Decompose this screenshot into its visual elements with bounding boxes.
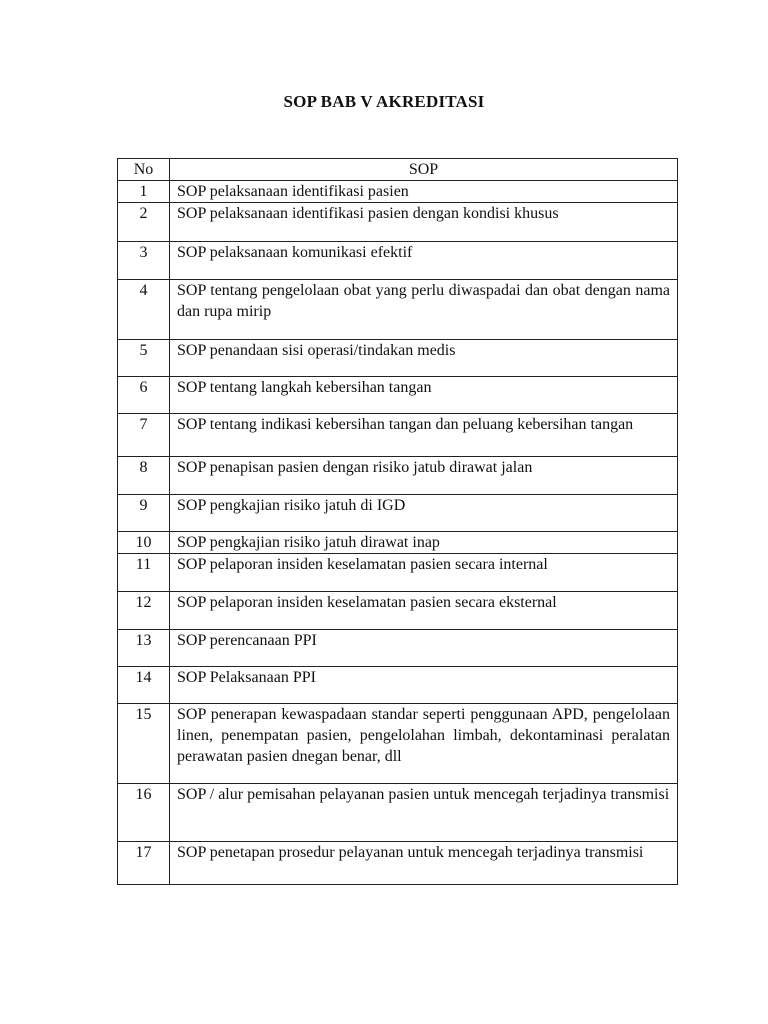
row-sop-text: SOP / alur pemisahan pelayanan pasien untuk mencegah terjadinya transmisi [170,784,678,842]
row-sop-text: SOP penerapan kewaspadaan standar seperti penggunaan APD, pengelolaan linen, penempatan pasien, pengelolahan limbah, dekontaminasi peralatan perawatan pasien dnegan benar, dll [170,704,678,784]
row-sop-text: SOP tentang indikasi kebersihan tangan dan peluang kebersihan tangan [170,414,678,457]
row-number: 10 [118,532,170,554]
row-number: 8 [118,457,170,495]
row-sop-text: SOP pelaporan insiden keselamatan pasien secara eksternal [170,592,678,630]
row-sop-text: SOP perencanaan PPI [170,630,678,667]
table-row [118,414,678,457]
table-row [118,554,678,592]
table-row [118,457,678,495]
table-row [118,667,678,704]
row-number: 4 [118,280,170,340]
table-row [118,242,678,280]
table-row [118,532,678,554]
row-number: 2 [118,203,170,242]
document-title: SOP BAB V AKREDITASI [283,92,485,111]
column-header-sop: SOP [170,159,678,181]
row-sop-text: SOP pengkajian risiko jatuh di IGD [170,495,678,532]
row-number: 12 [118,592,170,630]
row-number: 7 [118,414,170,457]
row-number: 17 [118,842,170,885]
row-sop-text: SOP Pelaksanaan PPI [170,667,678,704]
table-row [118,495,678,532]
table-row [118,280,678,340]
row-number: 15 [118,704,170,784]
column-header-no: No [118,159,170,181]
row-number: 16 [118,784,170,842]
row-sop-text: SOP penapisan pasien dengan risiko jatub dirawat jalan [170,457,678,495]
row-sop-text: SOP penandaan sisi operasi/tindakan medis [170,340,678,377]
table-row [118,203,678,242]
row-sop-text: SOP tentang pengelolaan obat yang perlu diwaspadai dan obat dengan nama dan rupa mirip [170,280,678,340]
table-row [118,592,678,630]
row-sop-text: SOP penetapan prosedur pelayanan untuk mencegah terjadinya transmisi [170,842,678,885]
row-sop-text: SOP pelaporan insiden keselamatan pasien secara internal [170,554,678,592]
row-number: 11 [118,554,170,592]
table-row [118,377,678,414]
table-row [118,181,678,203]
row-number: 9 [118,495,170,532]
sop-table [117,158,678,885]
table-row [118,340,678,377]
table-row [118,704,678,784]
row-sop-text: SOP pelaksanaan komunikasi efektif [170,242,678,280]
row-number: 13 [118,630,170,667]
table-row [118,784,678,842]
table-header-row [118,159,678,181]
row-sop-text: SOP tentang langkah kebersihan tangan [170,377,678,414]
row-sop-text: SOP pelaksanaan identifikasi pasien dengan kondisi khusus [170,203,678,242]
table-row [118,630,678,667]
row-number: 3 [118,242,170,280]
row-number: 1 [118,181,170,203]
row-sop-text: SOP pengkajian risiko jatuh dirawat inap [170,532,678,554]
row-number: 5 [118,340,170,377]
row-number: 6 [118,377,170,414]
row-number: 14 [118,667,170,704]
row-sop-text: SOP pelaksanaan identifikasi pasien [170,181,678,203]
table-row [118,842,678,885]
